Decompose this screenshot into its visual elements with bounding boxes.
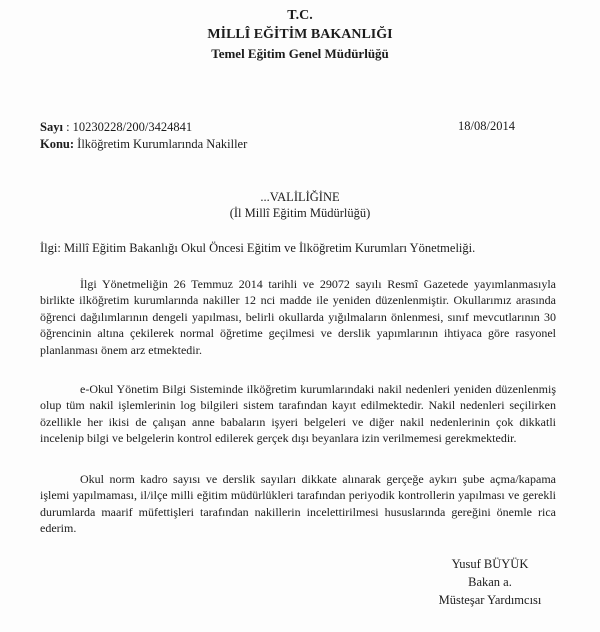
letterhead-tc: T.C. (287, 8, 313, 23)
letterhead-directorate: Temel Eğitim Genel Müdürlüğü (211, 46, 389, 61)
konu-value: İlköğretim Kurumlarında Nakiller (74, 137, 248, 151)
paragraph-text: İlgi Yönetmeliğin 26 Temmuz 2014 tarihli ve 29072 sayılı Resmî Gazetede yayımlanmasıyla birlikte ilköğretim kurumlarında nakiller 12 nci madde ile yeniden düzenlenmiştir. Okullarımız arasında öğrenci dağılımlarının dengeli yapılması, belirli okullarda yığılmaların önlenmesi, sınıf mevcutlarının 30 öğrencinin altına çekilerek normal öğretime geçilmesi ve derslik yapımlarının ihtiyaca göre rasyonel planlanması önem arz etmektedir. (40, 277, 556, 357)
signature-block (430, 555, 550, 609)
reference-line: İlgi: Millî Eğitim Bakanlığı Okul Öncesi Eğitim ve İlköğretim Kurumları Yönetmeliği. (40, 241, 476, 255)
konu-label: Konu: (40, 137, 75, 151)
recipient-line-1: ...VALİLİĞİNE (260, 190, 340, 204)
sayi-value: : 10230228/200/3424841 (66, 120, 193, 134)
recipient-line-2: (İl Millî Eğitim Müdürlüğü) (229, 206, 371, 220)
signatory-authority: Bakan a. (468, 575, 512, 589)
body-paragraph-2 (40, 381, 556, 447)
document-date: 18/08/2014 (458, 119, 515, 133)
signatory-name: Yusuf BÜYÜK (451, 557, 529, 571)
sayi-label: Sayı (40, 120, 63, 134)
body-paragraph-3 (40, 471, 556, 537)
letterhead-ministry: MİLLÎ EĞİTİM BAKANLIĞI (207, 27, 393, 42)
letterhead (0, 6, 600, 63)
paragraph-text: e-Okul Yönetim Bilgi Sisteminde ilköğretim kurumlarındaki nakil nedenleri yeniden düzenlenmiş olup tüm nakil işlemlerinin log bilgileri sistem tarafından kayıt edilmektedir. Nakil nedenleri seçilirken özellikle her ikisi de çalışan anne babaların işyeri belgeleri ve diğer nakil nedenlerinin çok dikkatli incelenip bilgi ve belgelerin kontrol edilerek gerçek dışı beyanlara izin verilmemesi gerekmektedir. (40, 382, 556, 446)
paragraph-text: Okul norm kadro sayısı ve derslik sayıları dikkate alınarak gerçeğe aykırı şube açma/kapama işlemi yapılmaması, il/ilçe milli eğitim müdürlükleri tarafından periyodik kontrollerin yapılması ve gerekli durumlarda maarif müfettişleri tarafından nakillerin incelettirilmesi hususlarında gereğini önemle rica ederim. (40, 472, 556, 536)
body-paragraph-1 (40, 276, 556, 358)
recipient-block (0, 189, 600, 221)
sayi-line (40, 119, 192, 135)
signatory-title: Müsteşar Yardımcısı (438, 593, 542, 607)
konu-line (40, 136, 247, 152)
